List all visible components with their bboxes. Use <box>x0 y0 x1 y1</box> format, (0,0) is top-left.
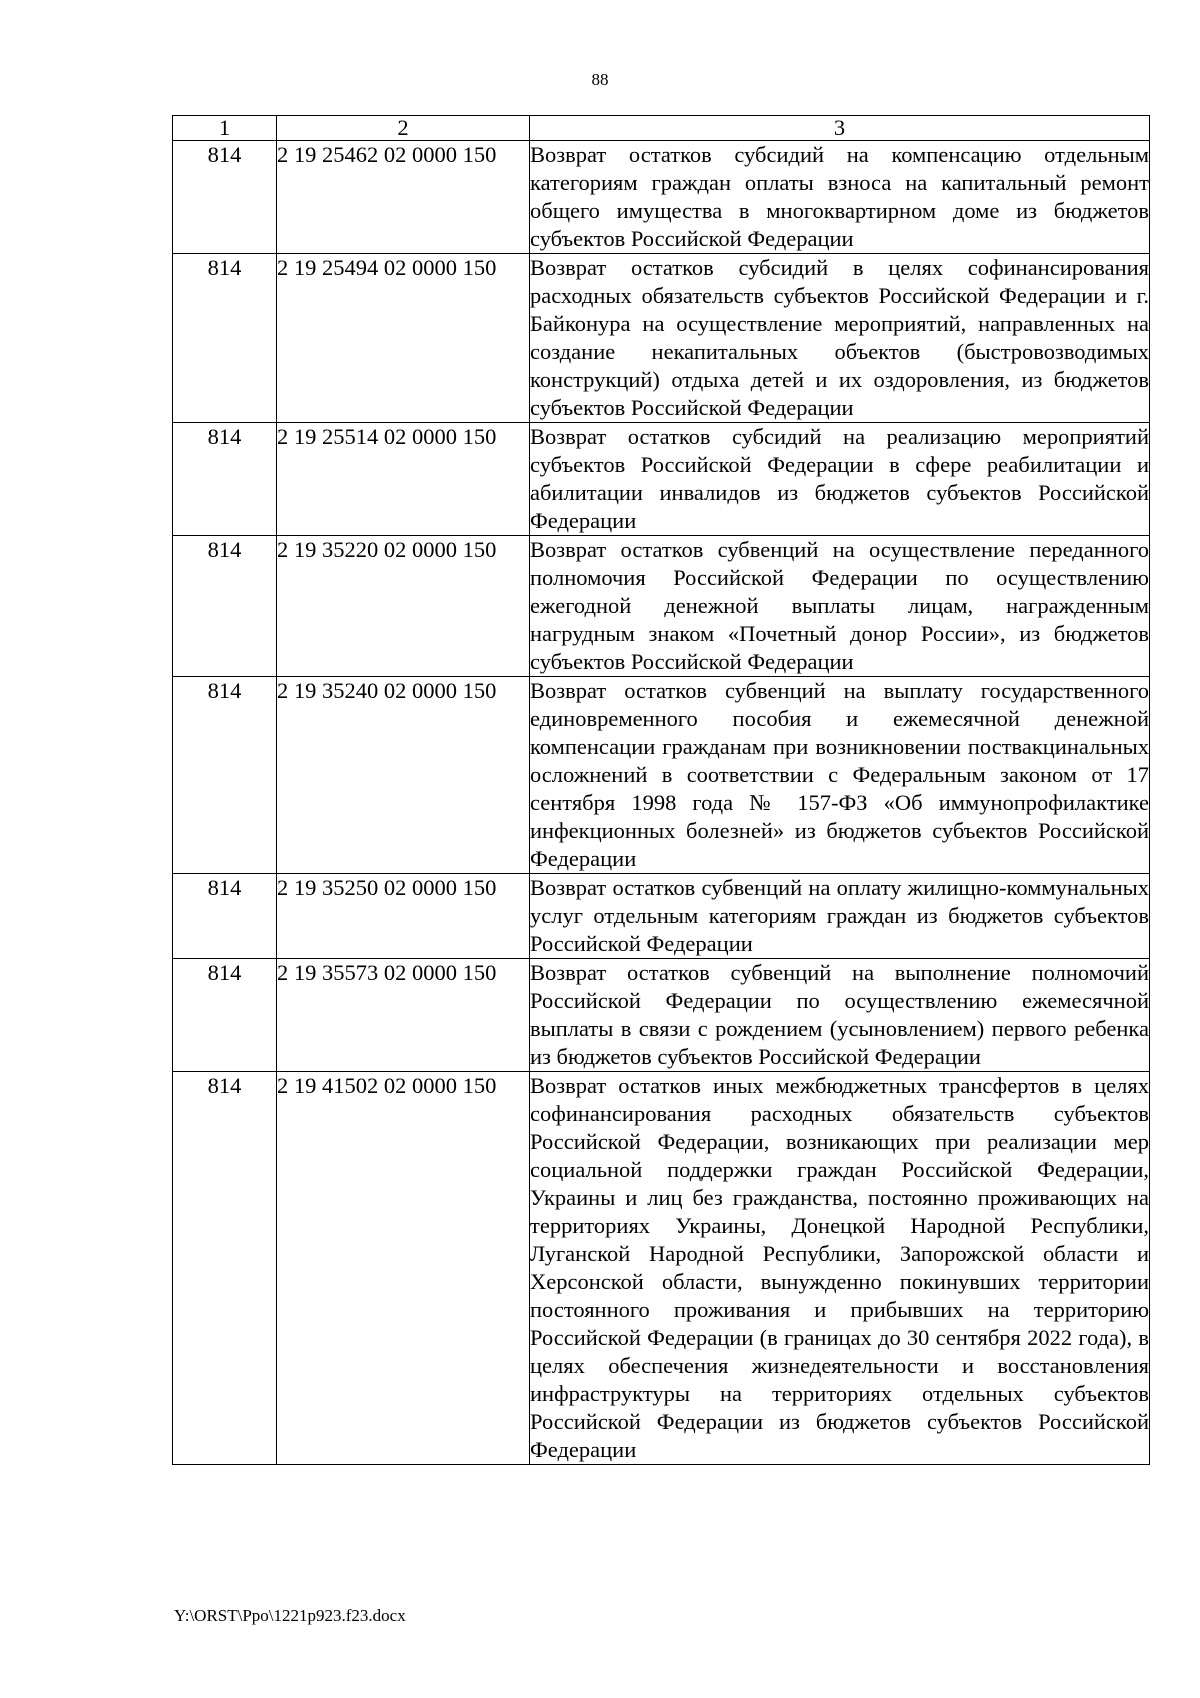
page-number: 88 <box>591 70 609 89</box>
admin-code-cell: 814 <box>173 959 277 1072</box>
table-row <box>173 677 1150 874</box>
table-row <box>173 536 1150 677</box>
admin-code-cell: 814 <box>173 423 277 536</box>
column-header-3: 3 <box>530 116 1150 141</box>
description-cell: Возврат остатков субсидий на реализацию мероприятий субъектов Российской Федерации в сфере реабилитации и абилитации инвалидов из бюджетов субъектов Российской Федерации <box>530 423 1150 536</box>
admin-code-cell: 814 <box>173 677 277 874</box>
budget-code-cell: 2 19 35573 02 0000 150 <box>277 959 530 1072</box>
budget-code-cell: 2 19 35220 02 0000 150 <box>277 536 530 677</box>
table-row <box>173 1072 1150 1465</box>
budget-code-cell: 2 19 35250 02 0000 150 <box>277 874 530 959</box>
admin-code-cell: 814 <box>173 1072 277 1465</box>
budget-code-cell: 2 19 41502 02 0000 150 <box>277 1072 530 1465</box>
admin-code-cell: 814 <box>173 874 277 959</box>
description-cell: Возврат остатков субвенций на выполнение полномочий Российской Федерации по осуществлению ежемесячной выплаты в связи с рождением (усыновлением) первого ребенка из бюджетов субъектов Российской Федерации <box>530 959 1150 1072</box>
description-cell: Возврат остатков субсидий на компенсацию отдельным категориям граждан оплаты взноса на капитальный ремонт общего имущества в многоквартирном доме из бюджетов субъектов Российской Федерации <box>530 141 1150 254</box>
table-row <box>173 959 1150 1072</box>
admin-code-cell: 814 <box>173 141 277 254</box>
table-row <box>173 874 1150 959</box>
description-cell: Возврат остатков субвенций на оплату жилищно-коммунальных услуг отдельным категориям граждан из бюджетов субъектов Российской Федерации <box>530 874 1150 959</box>
table-header-row <box>173 116 1150 141</box>
budget-code-cell: 2 19 25462 02 0000 150 <box>277 141 530 254</box>
description-cell: Возврат остатков иных межбюджетных трансфертов в целях софинансирования расходных обязательств субъектов Российской Федерации, возникающих при реализации мер социальной поддержки граждан Российской Федерации, Украины и лиц без гражданства, постоянно проживающих на территориях Украины, Донецкой Народной Республики, Луганской Народной Республики, Запорожской области и Херсонской области, вынужденно покинувших территории постоянного проживания и прибывших на территорию Российской Федерации (в границах до 30 сентября 2022 года), в целях обеспечения жизнедеятельности и восстановления инфраструктуры на территориях отдельных субъектов Российской Федерации из бюджетов субъектов Российской Федерации <box>530 1072 1150 1465</box>
admin-code-cell: 814 <box>173 536 277 677</box>
budget-code-cell: 2 19 25494 02 0000 150 <box>277 254 530 423</box>
column-header-1: 1 <box>173 116 277 141</box>
budget-code-cell: 2 19 25514 02 0000 150 <box>277 423 530 536</box>
file-path-footer: Y:\ORST\Ppo\1221p923.f23.docx <box>174 1606 406 1625</box>
admin-code-cell: 814 <box>173 254 277 423</box>
description-cell: Возврат остатков субсидий в целях софинансирования расходных обязательств субъектов Российской Федерации и г. Байконура на осуществление мероприятий, направленных на создание некапитальных объектов (быстровозводимых конструкций) отдыха детей и их оздоровления, из бюджетов субъектов Российской Федерации <box>530 254 1150 423</box>
table-row <box>173 254 1150 423</box>
description-cell: Возврат остатков субвенций на осуществление переданного полномочия Российской Федерации по осуществлению ежегодной денежной выплаты лицам, награжденным нагрудным знаком «Почетный донор России», из бюджетов субъектов Российской Федерации <box>530 536 1150 677</box>
table-row <box>173 423 1150 536</box>
column-header-2: 2 <box>277 116 530 141</box>
table-row <box>173 141 1150 254</box>
budget-code-cell: 2 19 35240 02 0000 150 <box>277 677 530 874</box>
budget-classification-table <box>172 115 1150 1465</box>
description-cell: Возврат остатков субвенций на выплату государственного единовременного пособия и ежемесячной денежной компенсации гражданам при возникновении поствакцинальных осложнений в соответствии с Федеральным законом от 17 сентября 1998 года № 157-ФЗ «Об иммунопрофилактике инфекционных болезней» из бюджетов субъектов Российской Федерации <box>530 677 1150 874</box>
